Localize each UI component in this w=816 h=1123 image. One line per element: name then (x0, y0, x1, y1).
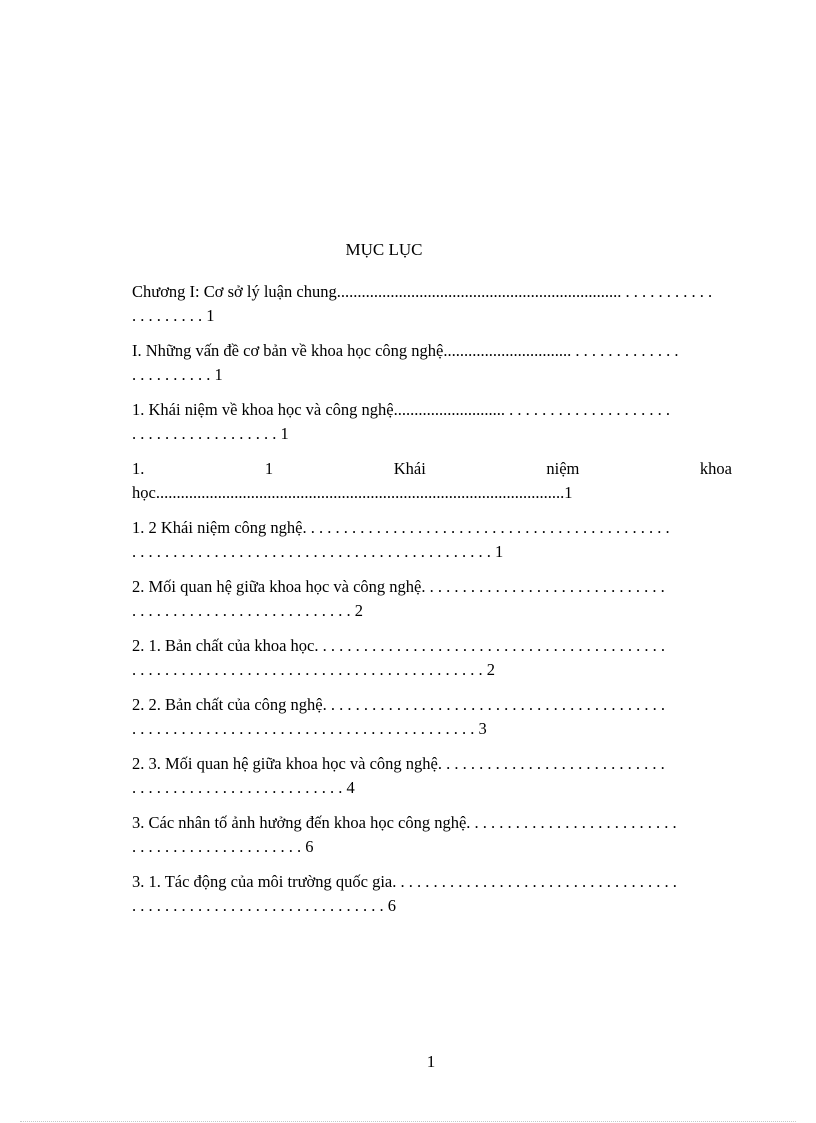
toc-entry[interactable] (132, 811, 732, 859)
toc-entry-continuation: . . . . . . . . . . . . . . . . . . . . . . . . . . . . . . . . . . . . . . . . . . 3 (132, 719, 487, 738)
toc-entry-continuation: . . . . . . . . . . . . . . . . . . . . . . . . . . . 2 (132, 601, 363, 620)
toc-entry[interactable] (132, 634, 732, 682)
toc-entry-line: 2. 1. Bản chất của khoa học. . . . . . . . . . . . . . . . . . . . . . . . . . . . . . . . . . . . . . . . . . . (132, 636, 665, 655)
page-bottom-divider (20, 1121, 796, 1122)
toc-entry[interactable] (132, 870, 732, 918)
toc-entry-continuation: . . . . . . . . . . . . . . . . . . . . . . . . . . . . . . . 6 (132, 896, 396, 915)
toc-entry-continuation: . . . . . . . . . . . . . . . . . . 1 (132, 424, 289, 443)
toc-entry-line: 1. Khái niệm về khoa học và công nghệ........................... . . . . . . . . . . . . . . . . . . . . (132, 400, 671, 419)
toc-entry-line: Chương I: Cơ sở lý luận chung..................................................................... . . . . . . . . . . . (132, 282, 713, 301)
toc-entry-line: 3. 1. Tác động của môi trường quốc gia. . . . . . . . . . . . . . . . . . . . . . . . . . . . . . . . . . . (132, 872, 677, 891)
toc-entry-line: 2. 2. Bản chất của công nghệ. . . . . . . . . . . . . . . . . . . . . . . . . . . . . . . . . . . . . . . . . . (132, 695, 665, 714)
toc-entry-line: 2. 3. Mối quan hệ giữa khoa học và công nghệ. . . . . . . . . . . . . . . . . . . . . . . . . . . . (132, 754, 665, 773)
toc-entry-continuation: . . . . . . . . . . . . . . . . . . . . . 6 (132, 837, 314, 856)
toc-entry-line: 3. Các nhân tố ảnh hưởng đến khoa học công nghệ. . . . . . . . . . . . . . . . . . . . . . . . . . (132, 813, 677, 832)
toc-entry[interactable] (132, 752, 732, 800)
toc-entry[interactable] (132, 693, 732, 741)
toc-entry-line: 1. 1 Khái niệm khoa (132, 459, 732, 478)
toc-entry[interactable] (132, 398, 732, 446)
toc-entry-line: 2. Mối quan hệ giữa khoa học và công nghệ. . . . . . . . . . . . . . . . . . . . . . . . . . . . . . (132, 577, 665, 596)
toc-entry-continuation: . . . . . . . . . . . . . . . . . . . . . . . . . . . . . . . . . . . . . . . . . . . 2 (132, 660, 495, 679)
toc-entry-continuation: . . . . . . . . . . 1 (132, 365, 223, 384)
toc-entry-continuation: . . . . . . . . . . . . . . . . . . . . . . . . . . 4 (132, 778, 355, 797)
toc-entry[interactable] (132, 457, 732, 505)
toc-entry-continuation: . . . . . . . . . 1 (132, 306, 215, 325)
page-number: 1 (426, 1052, 436, 1071)
toc-entry-continuation: . . . . . . . . . . . . . . . . . . . . . . . . . . . . . . . . . . . . . . . . . . . . 1 (132, 542, 504, 561)
toc-title: MỤC LỤC (345, 240, 423, 259)
toc-entry-line: 1. 2 Khái niệm công nghệ. . . . . . . . . . . . . . . . . . . . . . . . . . . . . . . . . . . . . . . . . . . . . (132, 518, 670, 537)
toc-entry[interactable] (132, 575, 732, 623)
toc-entry[interactable] (132, 339, 732, 387)
toc-entry[interactable] (132, 516, 732, 564)
toc-entry[interactable] (132, 280, 732, 328)
toc-entry-continuation: học...................................................................................................1 (132, 483, 573, 502)
table-of-contents (132, 280, 732, 929)
toc-entry-line: I. Những vấn đề cơ bản về khoa học công nghệ............................... . . . . . . . . . . . . . (132, 341, 679, 360)
